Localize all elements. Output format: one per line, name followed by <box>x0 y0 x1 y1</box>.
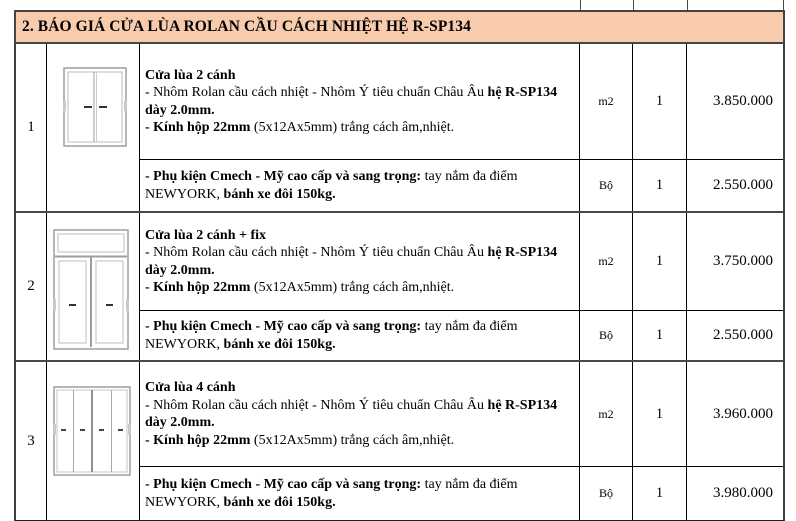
row-number: 1 <box>16 44 47 211</box>
row-number: 3 <box>16 362 47 520</box>
product-image-cell <box>47 213 140 360</box>
item-title: Cửa lùa 4 cánh <box>145 380 236 395</box>
price-cell: 2.550.000 <box>687 310 783 360</box>
item-title: Cửa lùa 2 cánh + fix <box>145 227 267 243</box>
accessory-description <box>140 310 580 360</box>
column-divider-tick <box>580 0 581 10</box>
unit-cell: m2 <box>580 44 633 159</box>
section-header <box>14 10 785 44</box>
table-row <box>16 211 783 360</box>
sliding-door-4-panel-icon <box>53 386 131 476</box>
column-divider-tick <box>687 0 688 10</box>
accessory-description <box>140 159 580 211</box>
sliding-door-2-panel-icon <box>63 67 127 147</box>
item-spec-line: - Kính hộp 22mm (5x12Ax5mm) trắng cách âm,nhiệt. <box>145 280 455 295</box>
sliding-door-2-panel-fix-icon <box>53 229 129 350</box>
table-row <box>16 360 783 520</box>
accessory-line: - Phụ kiện Cmech - Mỹ cao cấp và sang trọng: tay nắm đa điểm NEWYORK, bánh xe đôi 150kg. <box>145 319 518 352</box>
item-title: Cửa lùa 2 cánh <box>145 67 236 83</box>
unit-cell: Bộ <box>580 466 633 520</box>
section-title: 2. BÁO GIÁ CỬA LÙA ROLAN CẦU CÁCH NHIỆT HỆ R-SP134 <box>22 18 471 35</box>
item-description <box>140 44 580 159</box>
quantity-cell: 1 <box>633 310 687 360</box>
column-divider-tick <box>783 0 784 10</box>
product-image-cell <box>47 362 140 520</box>
table-row <box>16 44 783 211</box>
item-spec-line: - Nhôm Rolan cầu cách nhiệt - Nhôm Ý tiêu chuẩn Châu Âu hệ R-SP134 dày 2.0mm. <box>145 245 558 278</box>
accessory-description <box>140 466 580 520</box>
row-number: 2 <box>16 213 47 360</box>
item-description <box>140 213 580 310</box>
accessory-line: - Phụ kiện Cmech - Mỹ cao cấp và sang trọng: tay nắm đa điểm NEWYORK, bánh xe đôi 150kg. <box>145 169 518 202</box>
price-cell: 3.850.000 <box>713 93 773 109</box>
column-divider-tick <box>633 0 634 10</box>
quantity-cell: 1 <box>633 362 687 466</box>
item-spec-line: - Nhôm Rolan cầu cách nhiệt - Nhôm Ý tiêu chuẩn Châu Âu hệ R-SP134 dày 2.0mm. <box>145 85 558 118</box>
price-cell: 3.750.000 <box>713 253 773 269</box>
quantity-cell: 1 <box>633 44 687 159</box>
item-spec-line: - Kính hộp 22mm (5x12Ax5mm) trắng cách âm,nhiệt. <box>145 432 455 448</box>
item-spec-line: - Nhôm Rolan cầu cách nhiệt - Nhôm Ý tiêu chuẩn Châu Âu hệ R-SP134 dày 2.0mm. <box>145 397 558 430</box>
item-spec-line: - Kính hộp 22mm (5x12Ax5mm) trắng cách âm,nhiệt. <box>145 120 455 135</box>
accessory-line: - Phụ kiện Cmech - Mỹ cao cấp và sang trọng: tay nắm đa điểm NEWYORK, bánh xe đôi 150kg. <box>145 477 518 510</box>
unit-cell: Bộ <box>580 310 633 360</box>
unit-cell: m2 <box>580 362 633 466</box>
unit-cell: m2 <box>580 213 633 310</box>
price-cell: 2.550.000 <box>687 159 783 211</box>
quantity-cell: 1 <box>633 159 687 211</box>
quantity-cell: 1 <box>633 213 687 310</box>
price-cell: 3.980.000 <box>687 466 783 520</box>
quantity-cell: 1 <box>633 466 687 520</box>
item-description <box>140 362 580 466</box>
unit-cell: Bộ <box>580 159 633 211</box>
quote-table <box>14 44 785 521</box>
price-cell: 3.960.000 <box>713 405 773 422</box>
product-image-cell <box>47 44 140 211</box>
